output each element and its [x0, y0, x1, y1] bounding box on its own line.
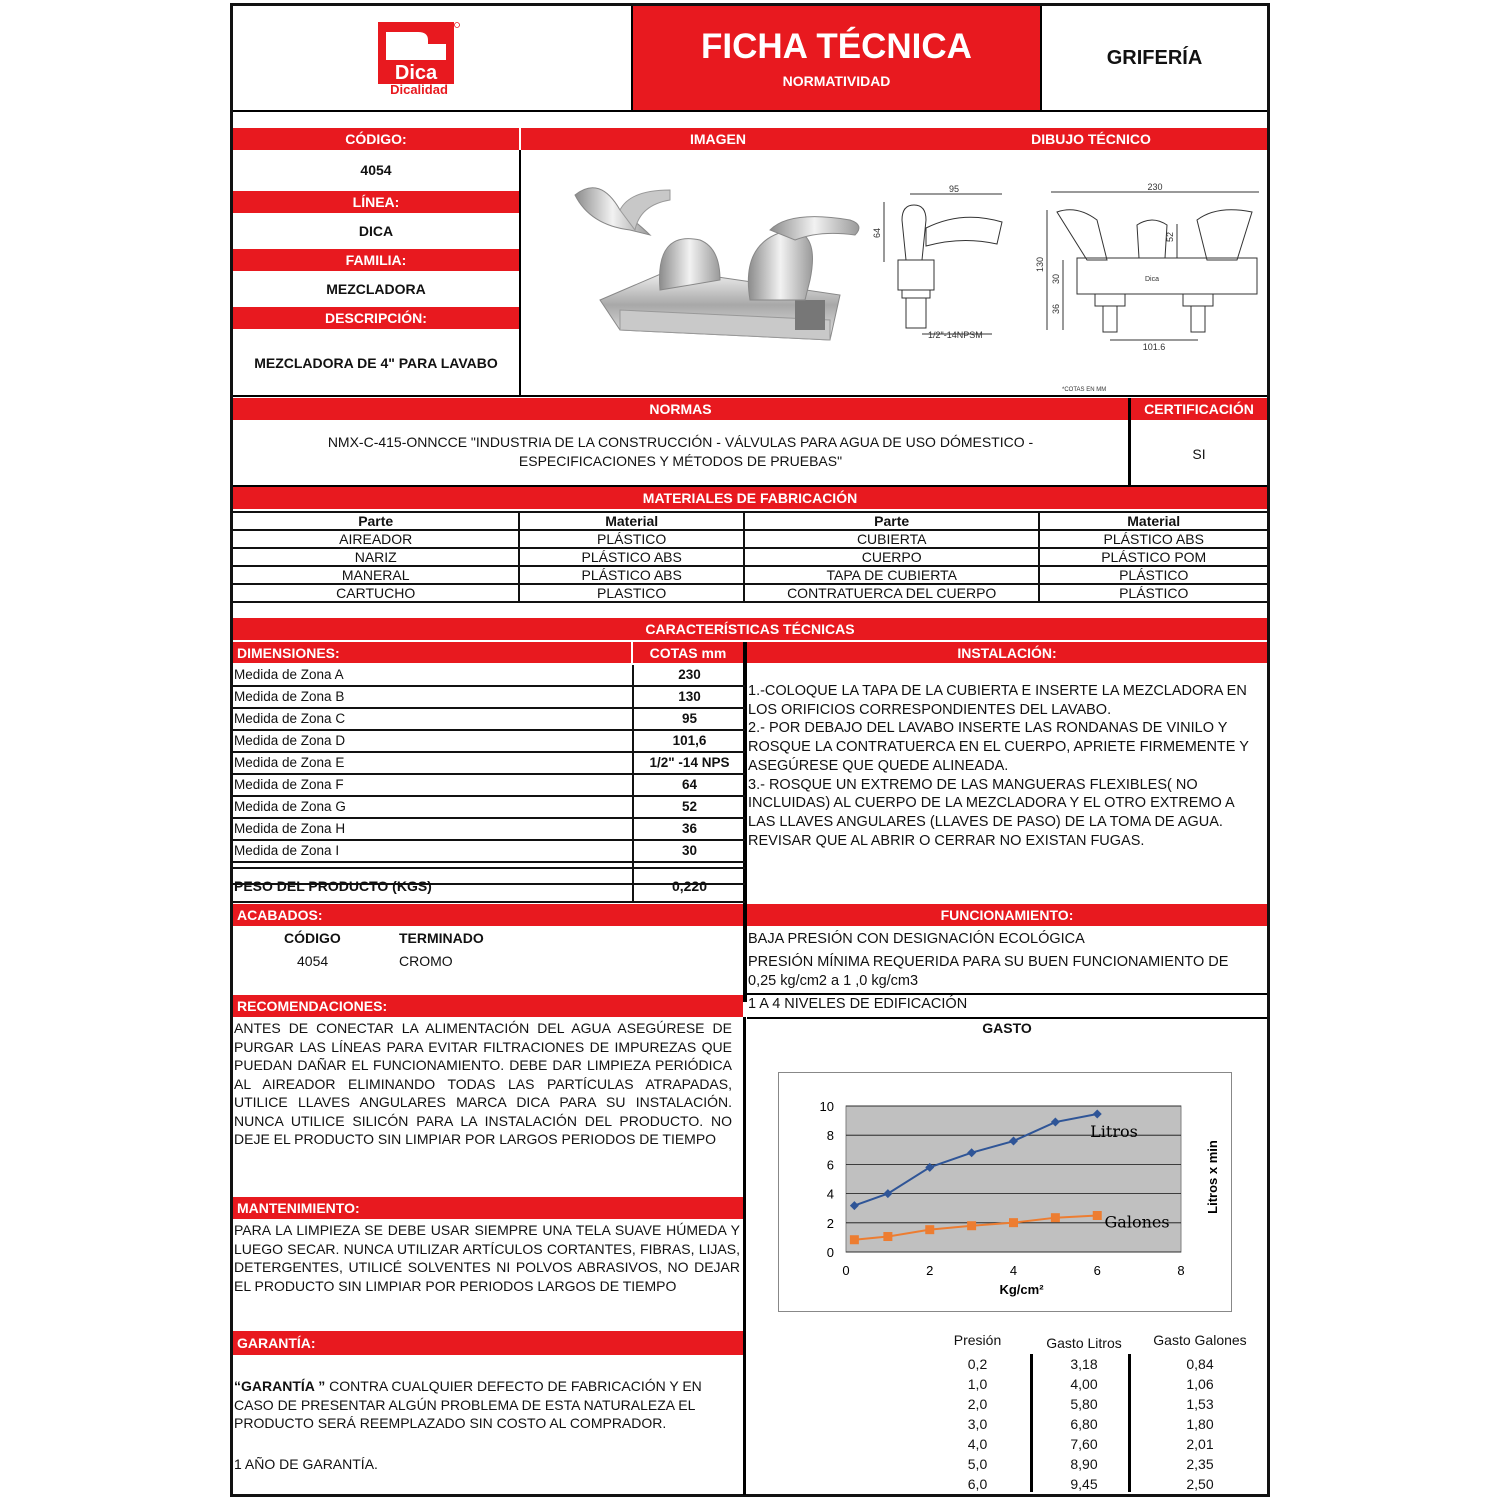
mat-header-parte-1: Parte [232, 512, 519, 530]
drawing-note: *COTAS EN MM [1062, 387, 1107, 393]
normas-line-1: NMX-C-415-ONNCCE "INDUSTRIA DE LA CONSTRUCCIÓN - VÁLVULAS PARA AGUA DE USO DÓMESTICO - [327, 434, 1034, 450]
gasto-cell: 8,90 [1070, 1456, 1098, 1472]
gasto-cell: 4,00 [1070, 1376, 1098, 1392]
dim-label: Medida de Zona D [231, 731, 634, 751]
gasto-header-galones: Gasto Galones [1153, 1332, 1247, 1348]
dim-value: 230 [678, 667, 701, 682]
table-cell: CUBIERTA [744, 530, 1039, 548]
linea-header: LÍNEA: [233, 191, 519, 213]
page-subtitle: NORMATIVIDAD [782, 73, 891, 89]
data-point [1009, 1218, 1018, 1227]
gasto-cell: 1,0 [967, 1376, 988, 1392]
table-cell: PLASTICO [519, 584, 744, 602]
gasto-cell: 5,0 [967, 1456, 988, 1472]
x-tick-label: 0 [842, 1263, 850, 1278]
dim-row [231, 775, 745, 797]
table-cell: PLÁSTICO ABS [519, 566, 744, 584]
title-block [633, 6, 1040, 110]
y-tick-label: 4 [826, 1186, 834, 1202]
gasto-cell: 0,84 [1186, 1356, 1214, 1372]
table-cell: AIREADOR [232, 530, 519, 548]
y-tick-label: 6 [826, 1157, 834, 1173]
acabados-terminado: CROMO [399, 953, 453, 969]
dim-row [231, 797, 745, 819]
dim-row [231, 753, 745, 775]
gasto-cell: 2,50 [1186, 1476, 1214, 1492]
table-cell: PLÁSTICO [1039, 584, 1268, 602]
gasto-cell: 2,0 [967, 1396, 988, 1412]
familia-value: MEZCLADORA [326, 281, 426, 297]
x-tick-label: 6 [1093, 1263, 1101, 1278]
instalacion-header: INSTALACIÓN: [747, 642, 1267, 663]
dim-64-label: 64 [872, 227, 882, 238]
materiales-header: MATERIALES DE FABRICACIÓN [233, 487, 1267, 509]
technical-drawing [862, 180, 1262, 395]
codigo-value: 4054 [360, 162, 392, 178]
acabados-codigo: 4054 [297, 953, 329, 969]
dim-95-label: 95 [948, 184, 960, 194]
data-point [967, 1221, 976, 1230]
dimensiones-header: DIMENSIONES: [233, 642, 631, 663]
normas-header: NORMAS [233, 398, 1128, 420]
dim-row [231, 819, 745, 841]
technical-drawing-icon [862, 180, 1262, 395]
x-axis-label: Kg/cm² [999, 1282, 1044, 1297]
y-tick-label: 2 [826, 1215, 834, 1231]
dim-value: 52 [681, 799, 698, 814]
gasto-cell: 3,18 [1070, 1356, 1098, 1372]
dim-label: Medida de Zona I [231, 841, 634, 861]
dibujo-header: DIBUJO TÉCNICO [915, 128, 1267, 150]
dim-label: Medida de Zona F [231, 775, 634, 795]
dim-36-label: 36 [1051, 303, 1061, 314]
data-point [1051, 1213, 1060, 1222]
gasto-cell: 7,60 [1070, 1436, 1098, 1452]
materiales-table [231, 511, 1269, 603]
normas-text [233, 433, 1128, 471]
gasto-header-litros: Gasto Litros [1046, 1335, 1122, 1351]
dim-label: Medida de Zona A [231, 665, 634, 685]
y-tick-label: 8 [826, 1128, 834, 1144]
gasto-cell: 2,35 [1186, 1456, 1214, 1472]
dim-label: Medida de Zona C [231, 709, 634, 729]
chart-title: GASTO [982, 1020, 1032, 1036]
familia-header: FAMILIA: [233, 249, 519, 271]
table-cell: CUERPO [744, 548, 1039, 566]
dim-label: Medida de Zona H [231, 819, 634, 839]
gasto-chart-svg [779, 1073, 1231, 1311]
garantia-bold: “GARANTÍA ” [234, 1378, 326, 1394]
gasto-chart [778, 1072, 1232, 1312]
dim-label: Medida de Zona B [231, 687, 634, 707]
logo-text: Dica [394, 62, 438, 84]
x-tick-label: 2 [926, 1263, 934, 1278]
series-label-litros: Litros [1090, 1121, 1138, 1141]
dim-value: 95 [681, 711, 698, 726]
garantia-body: CONTRA CUALQUIER DEFECTO DE FABRICACIÓN Y EN CASO DE PRESENTAR ALGÚN PROBLEMA DE ESTA NATURALEZA EL PRODUCTO SERÁ REEMPLAZADO SIN COSTO AL COMPRADOR. [234, 1378, 702, 1431]
data-point [1093, 1211, 1102, 1220]
y-tick-label: 10 [819, 1099, 834, 1114]
dim-label: Medida de Zona E [231, 753, 634, 773]
certificacion-value: SI [1192, 446, 1206, 462]
acabados-codigo-header: CÓDIGO [284, 930, 341, 946]
dim-230-label: 230 [1147, 182, 1163, 192]
table-row [232, 566, 1268, 584]
dim-30-label: 30 [1051, 273, 1061, 284]
table-cell: PLÁSTICO POM [1039, 548, 1268, 566]
table-cell: TAPA DE CUBIERTA [744, 566, 1039, 584]
table-cell: CONTRATUERCA DEL CUERPO [744, 584, 1039, 602]
garantia-text [234, 1377, 728, 1433]
x-tick-label: 4 [1009, 1263, 1018, 1278]
faucet-image-icon [560, 170, 870, 350]
peso-row [231, 867, 745, 903]
data-point [850, 1235, 859, 1244]
gasto-cell: 1,80 [1186, 1416, 1214, 1432]
recomendaciones-header: RECOMENDACIONES: [233, 995, 743, 1017]
dim-row [231, 665, 745, 687]
dim-row [231, 687, 745, 709]
imagen-header: IMAGEN [521, 128, 915, 150]
dim-value: 30 [681, 843, 698, 858]
peso-label: PESO DEL PRODUCTO (KGS) [231, 869, 634, 901]
linea-value: DICA [358, 223, 394, 239]
acabados-terminado-header: TERMINADO [399, 930, 484, 946]
mantenimiento-header: MANTENIMIENTO: [233, 1197, 743, 1219]
mat-header-material-2: Material [1039, 512, 1268, 530]
codigo-header: CÓDIGO: [233, 128, 519, 150]
peso-value: 0,220 [671, 878, 708, 894]
dim-52-label: 52 [1165, 231, 1175, 242]
garantia-header: GARANTÍA: [233, 1331, 743, 1355]
materiales-header-row [232, 512, 1268, 530]
dim-value: 130 [678, 689, 701, 704]
dim-row [231, 731, 745, 753]
recomendaciones-text: ANTES DE CONECTAR LA ALIMENTACIÓN DEL AGUA ASEGÚRESE DE PURGAR LAS LÍNEAS PARA EVITAR FILTRACIONES DE IMPUREZAS QUE PUEDAN DAÑAR EL FUNCIONAMIENTO. DEBE DAR LIMPIEZA PERIÓDICA AL AIREADOR ELIMINANDO TODAS LAS PARTÍCULAS ATRAPADAS, UTILICE LLAVES ANGULARES MARCA DICA PARA SU INSTALACIÓN. NUNCA UTILICE SILICÓN PARA LA INSTALACIÓN DEL PRODUCTO. NO DEJE EL PRODUCTO SIN LIMPIAR POR LARGOS PERIODOS DE TIEMPO [234, 1020, 732, 1147]
acabados-header: ACABADOS: [233, 904, 743, 926]
gasto-cell: 6,80 [1070, 1416, 1098, 1432]
table-cell: PLÁSTICO ABS [1039, 530, 1268, 548]
dimensiones-table [231, 665, 745, 885]
dim-row [231, 709, 745, 731]
table-cell: PLÁSTICO ABS [519, 548, 744, 566]
product-image [560, 170, 870, 350]
dim-thread-label: 1/2"-14NPSM [928, 330, 983, 340]
mantenimiento-text: PARA LA LIMPIEZA SE DEBE USAR SIEMPRE UNA TELA SUAVE HÚMEDA Y LUEGO SECAR. NUNCA UTILIZAR ARTÍCULOS CORTANTES, FIBRAS, LIJAS, DETERGENTES, UTILICÉ SOLVENTES NI POLVOS ABRASIVOS, NO DEJAR EL PRODUCTO SIN LIMPIAR POR PERIODOS LARGOS DE TIEMPO [234, 1222, 740, 1294]
dim-value: 101,6 [672, 733, 707, 748]
data-point [925, 1225, 934, 1234]
descripcion-header: DESCRIPCIÓN: [233, 307, 519, 329]
table-cell: NARIZ [232, 548, 519, 566]
normas-line-2: ESPECIFICACIONES Y MÉTODOS DE PRUEBAS" [518, 453, 843, 469]
page-title: FICHA TÉCNICA [701, 27, 972, 66]
garantia-years: 1 AÑO DE GARANTÍA. [234, 1456, 378, 1472]
table-cell: PLÁSTICO [519, 530, 744, 548]
series-label-galones: Galones [1104, 1212, 1170, 1232]
gasto-cell: 2,01 [1186, 1436, 1214, 1452]
table-cell: MANERAL [232, 566, 519, 584]
table-row [232, 530, 1268, 548]
data-point [883, 1232, 892, 1241]
dim-130-label: 130 [1035, 256, 1045, 272]
table-cell: CARTUCHO [232, 584, 519, 602]
gasto-header-presion: Presión [953, 1332, 1002, 1348]
funcionamiento-line-1: BAJA PRESIÓN CON DESIGNACIÓN ECOLÓGICA [748, 931, 1085, 947]
drawing-brand-mark: Dica [1144, 276, 1160, 283]
gasto-cell: 0,2 [967, 1356, 988, 1372]
gasto-cell: 3,0 [967, 1416, 988, 1432]
dim-101-label: 101.6 [1142, 342, 1166, 352]
funcionamiento-header: FUNCIONAMIENTO: [747, 904, 1267, 926]
gasto-cell: 4,0 [967, 1436, 988, 1452]
gasto-cell: 1,53 [1186, 1396, 1214, 1412]
descripcion-value: MEZCLADORA DE 4" PARA LAVABO [254, 355, 498, 371]
caracteristicas-header: CARACTERÍSTICAS TÉCNICAS [233, 618, 1267, 640]
dim-value: 64 [681, 777, 698, 792]
dim-value: 1/2" -14 NPS [649, 755, 730, 770]
y-axis-label: Litros x min [1205, 1140, 1220, 1214]
gasto-cell: 5,80 [1070, 1396, 1098, 1412]
gasto-cell: 6,0 [967, 1476, 988, 1492]
gasto-table [930, 1332, 1267, 1492]
mat-header-parte-2: Parte [744, 512, 1039, 530]
table-cell: PLÁSTICO [1039, 566, 1268, 584]
dim-row [231, 841, 745, 863]
dim-label: Medida de Zona G [231, 797, 634, 817]
logo-subtitle: Dicalidad [390, 82, 448, 97]
funcionamiento-line-3: 1 A 4 NIVELES DE EDIFICACIÓN [748, 996, 968, 1012]
certificacion-header: CERTIFICACIÓN [1131, 398, 1267, 420]
gasto-cell: 9,45 [1070, 1476, 1098, 1492]
table-row [232, 548, 1268, 566]
x-tick-label: 8 [1177, 1263, 1185, 1278]
gasto-cell: 1,06 [1186, 1376, 1214, 1392]
dim-value: 36 [681, 821, 698, 836]
table-row [232, 584, 1268, 602]
category-label: GRIFERÍA [1106, 46, 1203, 69]
funcionamiento-line-2: PRESIÓN MÍNIMA REQUERIDA PARA SU BUEN FUNCIONAMIENTO DE 0,25 kg/cm2 a 1 ,0 kg/cm3 [748, 954, 1229, 989]
cotas-header: COTAS mm [633, 642, 743, 663]
mat-header-material-1: Material [519, 512, 744, 530]
y-tick-label: 0 [826, 1245, 834, 1260]
instalacion-text: 1.-COLOQUE LA TAPA DE LA CUBIERTA E INSERTE LA MEZCLADORA EN LOS ORIFICIOS CORRESPONDIENTES DEL LAVABO. 2.- POR DEBAJO DEL LAVABO INSERTE LAS RONDANAS DE VINILO Y ROSQUE LA CONTRATUERCA EN EL CUERPO, APRIETE FIRMEMENTE Y ASEGÚRESE QUE QUEDE ALINEADA. 3.- ROSQUE UN EXTREMO DE LAS MANGUERAS FLEXIBLES( NO INCLUIDAS) AL CUERPO DE LA MEZCLADORA Y EL OTRO EXTREMO A LAS LLAVES ANGULARES (LLAVES DE PASO) DE LA TOMA DE AGUA. REVISAR QUE AL ABRIR O CERRAR NO EXISTAN FUGAS. [748, 683, 1249, 849]
